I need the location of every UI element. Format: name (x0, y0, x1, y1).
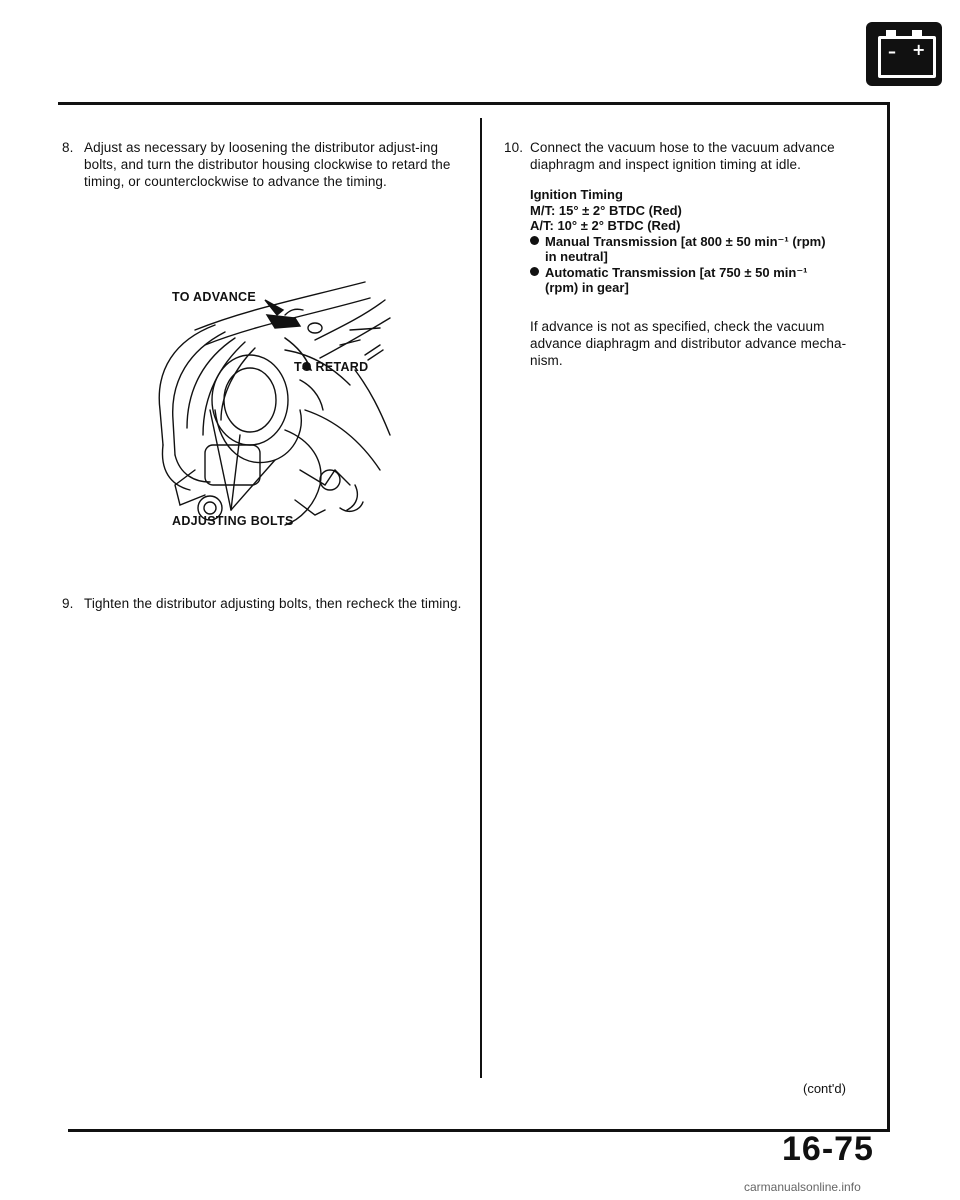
step-text: Tighten the distributor adjusting bolts, then recheck the timing. (84, 596, 462, 611)
ignition-timing-spec (530, 187, 875, 296)
distributor-figure (135, 270, 400, 535)
spec-bullet-manual-cont: in neutral] (545, 249, 608, 264)
step-9 (62, 595, 462, 635)
step-number: 10. (504, 140, 524, 155)
spec-mt: M/T: 15° ± 2° BTDC (Red) (530, 202, 682, 218)
bullet-icon (530, 236, 539, 245)
spec-bullet-automatic (530, 265, 875, 281)
page-number: 16-75 (782, 1130, 874, 1168)
label-adjusting-bolts: ADJUSTING BOLTS (172, 514, 294, 528)
bullet-icon (530, 267, 539, 276)
spec-at: A/T: 10° ± 2° BTDC (Red) (530, 218, 681, 233)
top-rule (58, 102, 890, 105)
step-number: 9. (62, 596, 74, 611)
watermark: carmanualsonline.info (744, 1180, 861, 1194)
step-10 (504, 139, 874, 179)
advance-note: If advance is not as specified, check the vacuum advance diaphragm and distributor advance mecha-nism. (530, 319, 847, 368)
right-border (887, 102, 890, 1132)
column-divider (480, 118, 482, 1078)
plus-sign: + (912, 40, 926, 59)
bullet-text: Automatic Transmission [at 750 ± 50 min⁻¹ (545, 264, 808, 280)
continued-label: (cont'd) (803, 1081, 846, 1096)
bottom-rule (68, 1129, 890, 1132)
battery-icon (866, 22, 942, 86)
spec-title: Ignition Timing (530, 187, 623, 202)
bullet-text: Manual Transmission [at 800 ± 50 min⁻¹ (rpm) (545, 233, 826, 249)
label-to-advance: TO ADVANCE (172, 290, 257, 304)
spec-bullet-automatic-cont: (rpm) in gear] (545, 280, 629, 295)
label-to-retard: TO RETARD (294, 360, 369, 374)
step-text: Connect the vacuum hose to the vacuum advance diaphragm and inspect ignition timing at idle. (530, 140, 835, 172)
distributor-illustration (135, 270, 400, 535)
step-number: 8. (62, 140, 74, 155)
minus-sign: – (888, 42, 896, 61)
step-text: Adjust as necessary by loosening the distributor adjust-ing bolts, and turn the distributor housing clockwise to retard the timing, or counterclockwise to advance the timing. (84, 140, 451, 189)
spec-bullet-manual (530, 234, 875, 250)
step-8 (62, 139, 462, 209)
